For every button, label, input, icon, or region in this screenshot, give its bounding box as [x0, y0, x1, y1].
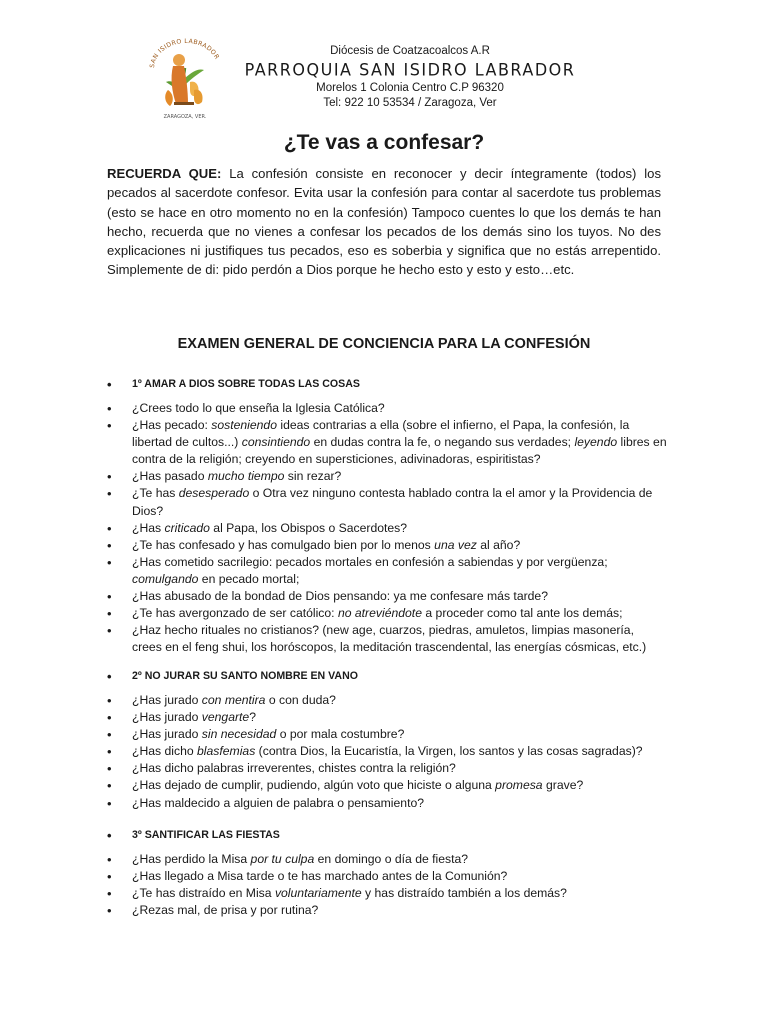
question-text: ¿Te has confesado y has comulgado bien por lo menos — [132, 537, 435, 552]
question-text: ¿Te has distraído en Misa — [132, 886, 275, 901]
parish-name: PARROQUIA SAN ISIDRO LABRADOR — [244, 59, 576, 80]
question-text: ¿Has pasado — [132, 469, 208, 484]
question-text: ¿Has dicho — [132, 744, 198, 759]
question-item — [107, 885, 667, 902]
question-text: ¿Te has — [132, 486, 179, 501]
emphasis-text: sin necesidad — [201, 727, 277, 742]
parish-header — [210, 44, 610, 111]
emphasis-text: leyendo — [574, 435, 618, 450]
question-item — [107, 520, 667, 537]
question-text: ¿Has maldecido a alguien de palabra o pensamiento? — [132, 795, 425, 810]
question-item — [107, 605, 667, 622]
commandment-list — [107, 376, 667, 656]
commandment-list — [107, 827, 667, 919]
question-text: ¿Rezas mal, de prisa y por rutina? — [132, 903, 319, 918]
question-text: al Papa, los Obispos o Sacerdotes? — [209, 520, 408, 535]
question-item — [107, 485, 667, 519]
logo-text-bottom: ZARAGOZA, VER. — [163, 114, 207, 120]
question-text: ¿Has jurado — [132, 693, 202, 707]
emphasis-text: criticado — [164, 520, 210, 535]
emphasis-text: blasfemias — [197, 744, 256, 759]
question-text: libres en contra de la religión; creyendo en supersticiones, adivinadoras, espiritistas? — [132, 435, 667, 467]
diocese-name: Diócesis de Coatzacoalcos A.R — [330, 45, 490, 57]
question-item — [107, 554, 667, 588]
question-text: y has distraído también a los demás? — [361, 886, 567, 901]
parish-address: Morelos 1 Colonia Centro C.P 96320 — [316, 82, 504, 94]
question-item — [107, 588, 667, 605]
intro-paragraph — [107, 164, 661, 280]
emphasis-text: desesperado — [178, 486, 250, 501]
question-text: en domingo o día de fiesta? — [314, 852, 469, 866]
question-text: ¿Has abusado de la bondad de Dios pensando: ya me confesare más tarde? — [132, 589, 548, 604]
commandment-heading: • 1º AMAR A DIOS SOBRE TODAS LAS COSAS — [107, 376, 667, 393]
commandment-list — [107, 668, 667, 812]
page-title: ¿Te vas a confesar? — [283, 131, 485, 154]
commandment-section-1 — [107, 376, 667, 656]
question-item — [107, 622, 667, 656]
emphasis-text: promesa — [495, 778, 543, 793]
emphasis-text: voluntariamente — [274, 886, 362, 901]
question-item — [107, 760, 667, 777]
question-item — [107, 468, 667, 485]
question-item — [107, 537, 667, 554]
exam-title: EXAMEN GENERAL DE CONCIENCIA PARA LA CONFESIÓN — [177, 336, 591, 352]
question-text: (contra Dios, la Eucaristía, la Virgen, los santos y las cosas sagradas)? — [255, 744, 643, 759]
question-item — [107, 868, 667, 885]
question-text: ¿Has — [132, 520, 165, 535]
logo-text-top: SAN ISIDRO LABRADOR — [148, 38, 221, 69]
question-text: ¿Has cometido sacrilegio: pecados mortales en confesión a sabiendas y por vergüenza; — [132, 554, 608, 569]
emphasis-text: mucho tiempo — [207, 469, 285, 484]
emphasis-text: con mentira — [201, 693, 266, 707]
commandment-heading: • 3º SANTIFICAR LAS FIESTAS — [107, 827, 667, 844]
question-text: ¿Has jurado — [132, 710, 202, 725]
question-text: ? — [249, 710, 256, 725]
question-text: ideas contrarias a ella (sobre el infierno, el Papa, la confesión, la libertad de cultos...) — [132, 418, 630, 450]
question-text: ¿Has dicho palabras irreverentes, chistes contra la religión? — [132, 761, 456, 776]
commandment-heading: • 2º NO JURAR SU SANTO NOMBRE EN VANO — [107, 668, 667, 685]
question-item — [107, 692, 667, 709]
question-text: ¿Has llegado a Misa tarde o te has marchado antes de la Comunión? — [132, 869, 508, 884]
emphasis-text: consintiendo — [241, 435, 311, 450]
question-text: a proceder como tal ante los demás; — [421, 606, 623, 621]
question-item — [107, 726, 667, 743]
parish-phone: Tel: 922 10 53534 / Zaragoza, Ver — [323, 97, 497, 109]
question-text: ¿Te has avergonzado de ser católico: — [132, 606, 338, 621]
emphasis-text: sosteniendo — [211, 418, 277, 433]
question-item — [107, 795, 667, 812]
question-item — [107, 777, 667, 794]
emphasis-text: comulgando — [132, 571, 199, 586]
intro-lead: RECUERDA QUE: — [107, 166, 222, 181]
commandment-section-3 — [107, 827, 667, 919]
question-text: en dudas contra la fe, o negando sus verdades; — [310, 435, 575, 450]
question-text: ¿Has pecado: — [132, 418, 212, 433]
question-text: ¿Crees todo lo que enseña la Iglesia Católica? — [132, 401, 385, 415]
question-text: grave? — [542, 778, 584, 793]
question-text: ¿Haz hecho rituales no cristianos? (new age, cuarzos, piedras, amuletos, limpias masonería, crees en el feng shui, los horóscopos, la meditación trascendental, las energías cósmicas, etc.) — [132, 623, 647, 655]
emphasis-text: por tu culpa — [250, 852, 315, 866]
question-item — [107, 851, 667, 868]
question-text: ¿Has dejado de cumplir, pudiendo, algún voto que hiciste o alguna — [132, 778, 496, 793]
question-text: ¿Has perdido la Misa — [132, 852, 251, 866]
emphasis-text: una vez — [434, 537, 477, 552]
emphasis-text: vengarte — [201, 710, 250, 725]
emphasis-text: no atreviéndote — [337, 606, 422, 621]
question-item — [107, 743, 667, 760]
question-text: ¿Has jurado — [132, 727, 202, 742]
question-text: sin rezar? — [284, 469, 342, 484]
question-text: o con duda? — [265, 693, 336, 707]
commandment-section-2 — [107, 668, 667, 812]
intro-text: La confesión consiste en reconocer y decir íntegramente (todos) los pecados al sacerdote confesor. Evita usar la confesión para contar al sacerdote tus problemas (esto se hace en otro momento no en la confesión) Tampoco cuentes lo que los demás te han hecho, recuerda que no vienes a confesar los pecados de los demás sino los tuyos. No des explicaciones ni justifiques tus pecados, eso es soberbia y significa que no estás arrepentido. Simplemente de di: pido perdón a Dios porque he hecho esto y esto y esto…etc. — [107, 166, 662, 278]
question-text: en pecado mortal; — [198, 571, 300, 586]
question-item — [107, 417, 667, 468]
question-text: al año? — [476, 537, 521, 552]
question-item — [107, 400, 667, 417]
question-text: o Otra vez ninguno contesta hablado contra la el amor y la Providencia de Dios? — [132, 486, 653, 518]
question-item — [107, 902, 667, 919]
question-item — [107, 709, 667, 726]
question-text: o por mala costumbre? — [276, 727, 405, 742]
